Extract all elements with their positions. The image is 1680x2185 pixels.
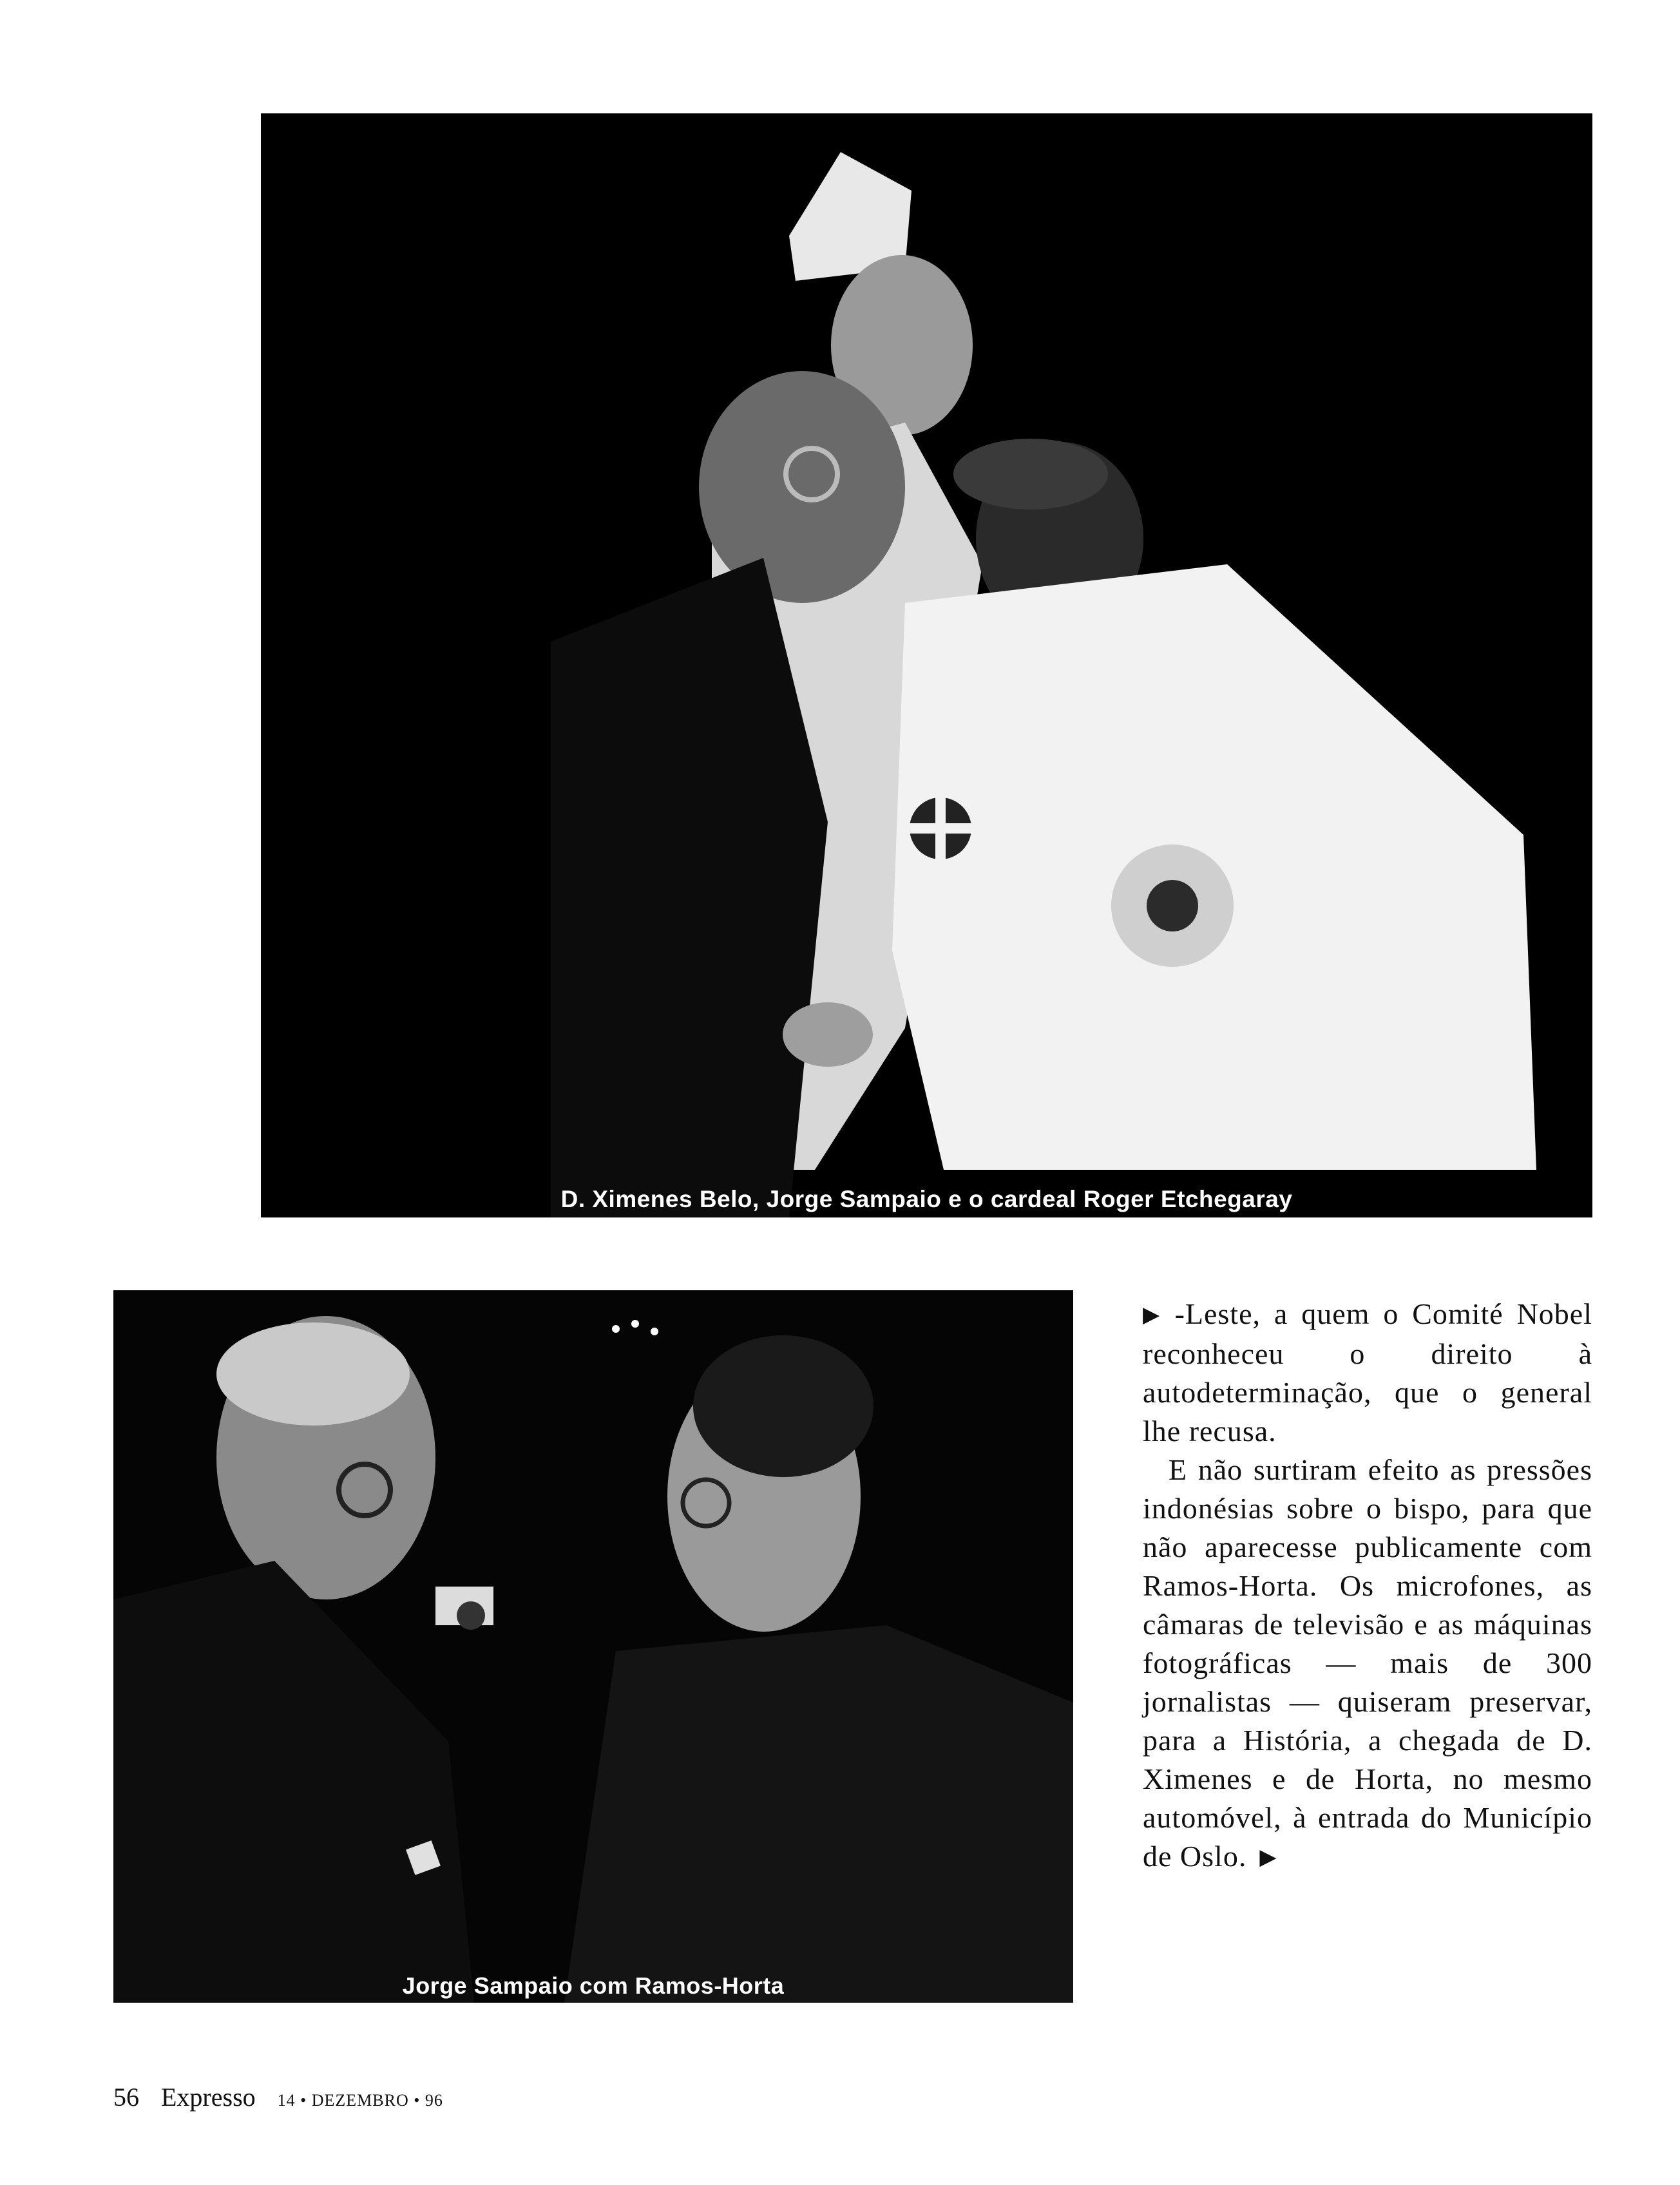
issue-date: 14 • DEZEMBRO • 96 — [277, 2091, 443, 2110]
publication-name: Expresso — [161, 2083, 256, 2112]
arrow-right-icon: ▶ — [1143, 1303, 1166, 1327]
continue-arrow-icon: ▶ — [1259, 1846, 1277, 1869]
article-paragraph-1 — [1143, 1295, 1592, 1451]
photo-top-image — [261, 113, 1592, 1217]
page-number: 56 — [113, 2083, 139, 2112]
page-footer — [113, 2082, 443, 2112]
paragraph-2-text: E não surtiram efeito as pressões indonésias sobre o bispo, para que não aparecesse publicamente com Ramos-Horta. Os microfones, as câmaras de televisão e as máquinas fotográficas — mais de 300 jornalistas — quiseram preservar, para a História, a chegada de D. Ximenes e de Horta, no mesmo automóvel, à entrada do Município de Oslo. — [1143, 1453, 1592, 1873]
photo-belo-sampaio-etchegaray — [261, 113, 1592, 1217]
photo-bottom-caption: Jorge Sampaio com Ramos-Horta — [402, 1972, 785, 1999]
photo-sampaio-ramos-horta — [113, 1290, 1073, 2003]
article-column — [1143, 1295, 1592, 1877]
photo-top-caption: D. Ximenes Belo, Jorge Sampaio e o cardeal Roger Etchegaray — [560, 1186, 1293, 1212]
photo-bottom-image — [113, 1290, 1073, 2003]
article-paragraph-2 — [1143, 1451, 1592, 1877]
paragraph-1-text: -Leste, a quem o Comité Nobel reconheceu o direito à autodeterminação, que o general lhe recusa. — [1143, 1297, 1592, 1447]
